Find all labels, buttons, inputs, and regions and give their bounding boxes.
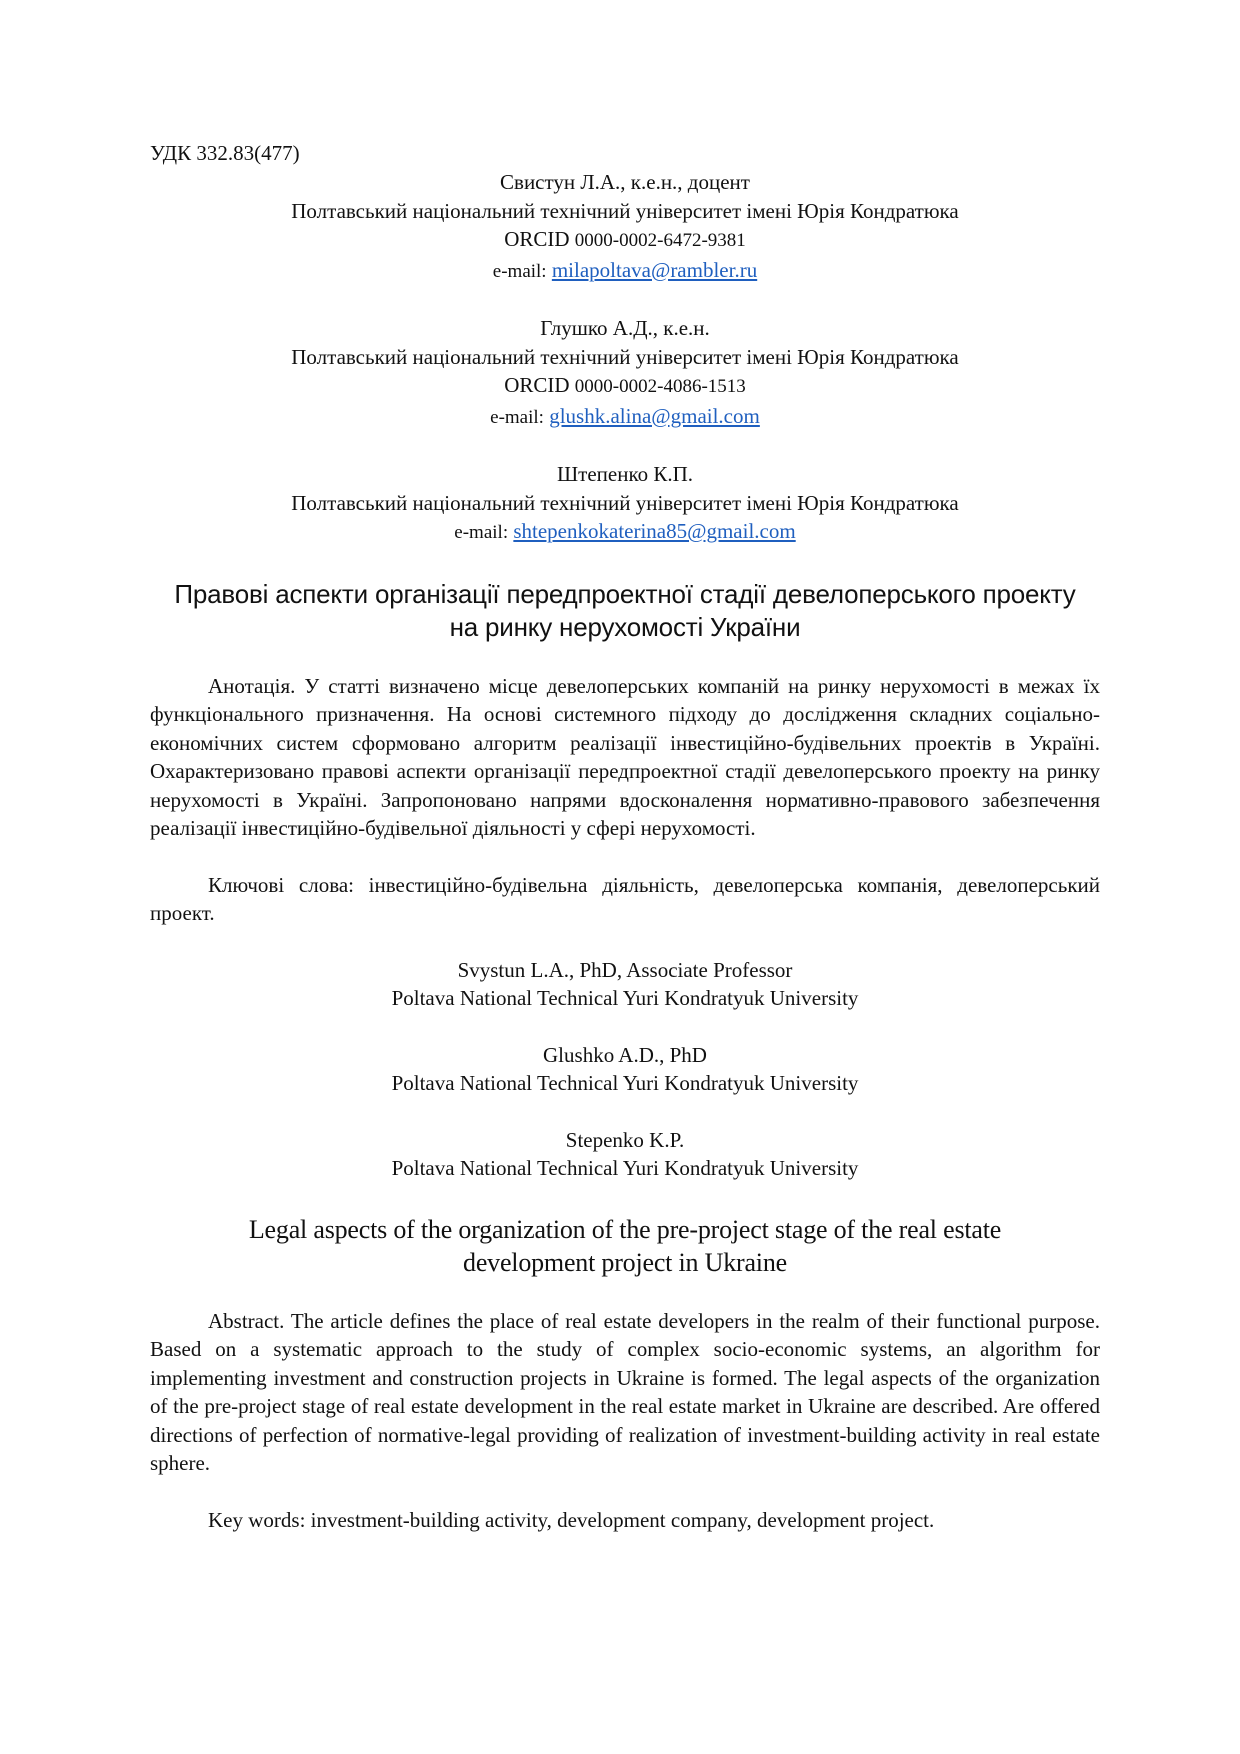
author-name-en: Glushko A.D., PhD: [543, 1042, 707, 1067]
title-line: Правові аспекти організації передпроектної стадії девелоперського проекту: [174, 578, 1076, 609]
email-label: e-mail:: [454, 522, 509, 543]
author-block-2: [150, 314, 1100, 432]
orcid-id: 0000-0002-4086-1513: [574, 376, 746, 397]
author-en-block-1: [150, 956, 1100, 1013]
author-name-en: Stepenko K.P.: [565, 1127, 685, 1152]
author-affiliation: Полтавський національний технічний університет імені Юрія Кондратюка: [291, 344, 959, 369]
title-line: на ринку нерухомості України: [449, 611, 801, 642]
author-block-3: [150, 460, 1100, 548]
title-line: Legal aspects of the organization of the pre-project stage of the real estate: [248, 1214, 1002, 1244]
author-name-en: Svystun L.A., PhD, Associate Professor: [457, 957, 793, 982]
author-orcid-line: [150, 225, 1100, 256]
author-name: Штепенко К.П.: [556, 462, 694, 486]
author-en-block-3: [150, 1126, 1100, 1183]
author-email-line: [150, 402, 1100, 433]
paper-page: [150, 140, 1100, 1534]
email-label: e-mail:: [492, 260, 547, 282]
email-link[interactable]: milapoltava@rambler.ru: [551, 257, 758, 282]
author-email-line: [150, 256, 1100, 287]
paper-title-en: [150, 1213, 1100, 1279]
author-affiliation: Полтавський національний технічний університет імені Юрія Кондратюка: [291, 198, 959, 223]
orcid-id: 0000-0002-6472-9381: [574, 230, 746, 251]
title-line: development project in Ukraine: [463, 1247, 787, 1277]
udk-code: УДК 332.83(477): [150, 141, 300, 165]
author-block-1: [150, 168, 1100, 286]
author-name: Свистун Л.А., к.е.н., доцент: [500, 170, 750, 194]
author-affiliation: Полтавський національний технічний університет імені Юрія Кондратюка: [291, 490, 959, 515]
author-affiliation-en: Poltava National Technical Yuri Kondratyuk University: [391, 1156, 859, 1180]
abstract-en: Abstract. The article defines the place of real estate developers in the realm of their functional purpose. Based on a systematic approach to the study of complex socio-economic systems, an algorithm for implementing investment and construction projects in Ukraine is formed. The legal aspects of the organization of the pre-project stage of real estate development in the real estate market in Ukraine are described. Are offered directions of perfection of normative-legal providing of realization of investment-building activity in real estate sphere.: [150, 1308, 1100, 1475]
author-email-line: [150, 517, 1100, 548]
keywords-en: Key words: investment-building activity, development company, development project.: [208, 1507, 935, 1532]
abstract-ua: Анотація. У статті визначено місце девелоперських компаній на ринку нерухомості в межах їх функціонального призначення. На основі системного підходу до дослідження складних соціально-економічних систем сформовано алгоритм реалізації інвестиційно-будівельних проектів в Україні. Охарактеризовано правові аспекти організації передпроектної стадії девелоперського проекту на ринку нерухомості в Україні. Запропоновано напрями вдосконалення нормативно-правового забезпечення реалізації інвестиційно-будівельної діяльності у сфері нерухомості.: [150, 673, 1100, 840]
author-affiliation-en: Poltava National Technical Yuri Kondratyuk University: [391, 986, 859, 1010]
email-label: e-mail:: [490, 406, 544, 428]
email-link[interactable]: glushk.alina@gmail.com: [549, 403, 760, 428]
paper-title-ua: [150, 578, 1100, 644]
author-orcid-line: [150, 371, 1100, 402]
keywords-ua: Ключові слова: інвестиційно-будівельна діяльність, девелоперська компанія, девелоперський проект.: [150, 872, 1100, 925]
author-en-block-2: [150, 1041, 1100, 1098]
email-link[interactable]: shtepenkokaterina85@gmail.com: [513, 519, 796, 543]
author-name: Глушко А.Д., к.е.н.: [540, 316, 710, 340]
author-affiliation-en: Poltava National Technical Yuri Kondratyuk University: [391, 1071, 859, 1095]
orcid-label: ORCID: [504, 227, 570, 251]
orcid-label: ORCID: [504, 373, 570, 397]
